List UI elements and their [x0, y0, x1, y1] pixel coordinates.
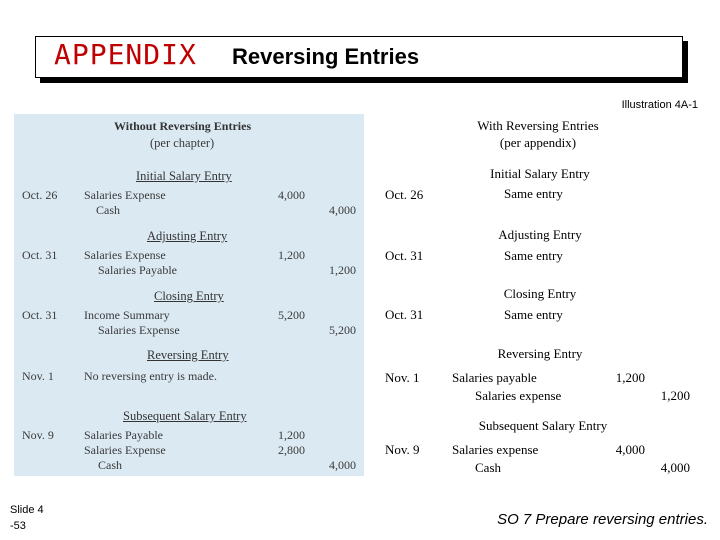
left-account: Salaries Payable	[98, 263, 177, 277]
slide-label: Slide 4	[10, 504, 44, 516]
right-account: Salaries payable	[452, 370, 537, 385]
right-date: Nov. 9	[385, 442, 420, 457]
left-debit: 4,000	[278, 188, 305, 202]
right-section-title: Subsequent Salary Entry	[478, 418, 608, 433]
right-debit: 4,000	[615, 442, 645, 457]
right-same-entry: Same entry	[504, 307, 563, 322]
right-date: Oct. 31	[385, 248, 424, 263]
left-date: Oct. 31	[22, 308, 58, 322]
left-account: Salaries Expense	[84, 248, 166, 262]
left-debit: 5,200	[278, 308, 305, 322]
left-debit: 1,200	[278, 428, 305, 442]
left-section-title: Closing Entry	[154, 289, 224, 303]
left-credit: 4,000	[329, 458, 356, 472]
left-credit: 4,000	[329, 203, 356, 217]
left-debit: 1,200	[278, 248, 305, 262]
left-account: Cash	[98, 458, 122, 472]
right-date: Oct. 26	[385, 187, 424, 202]
left-account: Income Summary	[84, 308, 170, 322]
title-reversing-entries: Reversing Entries	[232, 44, 420, 69]
left-account: Salaries Expense	[84, 188, 166, 202]
without-reversing-panel	[14, 114, 364, 476]
slide-number	[10, 502, 44, 534]
left-section-title: Initial Salary Entry	[136, 169, 232, 183]
left-credit: 1,200	[329, 263, 356, 277]
left-account: Cash	[96, 203, 120, 217]
right-same-entry: Same entry	[504, 186, 563, 201]
left-account: No reversing entry is made.	[84, 369, 217, 383]
left-date: Nov. 1	[22, 369, 54, 383]
left-account: Salaries Expense	[98, 323, 180, 337]
right-account: Salaries expense	[452, 442, 539, 457]
right-account: Salaries expense	[475, 388, 562, 403]
left-section-title: Adjusting Entry	[147, 229, 228, 243]
right-date: Oct. 31	[385, 307, 424, 322]
left-date: Nov. 9	[22, 428, 54, 442]
left-account: Salaries Expense	[84, 443, 166, 457]
right-subheading: (per appendix)	[499, 135, 577, 150]
left-credit: 5,200	[329, 323, 356, 337]
left-subheading: (per chapter)	[150, 136, 215, 150]
right-section-title: Adjusting Entry	[498, 227, 582, 242]
right-section-title: Reversing Entry	[497, 346, 583, 361]
left-section-title: Reversing Entry	[147, 348, 229, 362]
right-same-entry: Same entry	[504, 248, 563, 263]
title-appendix: APPENDIX	[54, 38, 197, 71]
right-account: Cash	[475, 460, 501, 475]
right-credit: 1,200	[660, 388, 690, 403]
slide-page: -53	[10, 520, 26, 532]
illustration-label: Illustration 4A-1	[621, 99, 698, 111]
right-credit: 4,000	[660, 460, 690, 475]
left-section-title: Subsequent Salary Entry	[123, 409, 247, 423]
right-date: Nov. 1	[385, 370, 420, 385]
right-section-title: Initial Salary Entry	[490, 166, 590, 181]
left-heading: Without Reversing Entries	[114, 119, 252, 133]
right-debit: 1,200	[615, 370, 645, 385]
study-objective: SO 7 Prepare reversing entries.	[497, 511, 708, 528]
left-account: Salaries Payable	[84, 428, 163, 442]
left-date: Oct. 31	[22, 248, 58, 262]
left-date: Oct. 26	[22, 188, 58, 202]
right-section-title: Closing Entry	[503, 286, 577, 301]
left-debit: 2,800	[278, 443, 305, 457]
right-heading: With Reversing Entries	[477, 118, 599, 133]
